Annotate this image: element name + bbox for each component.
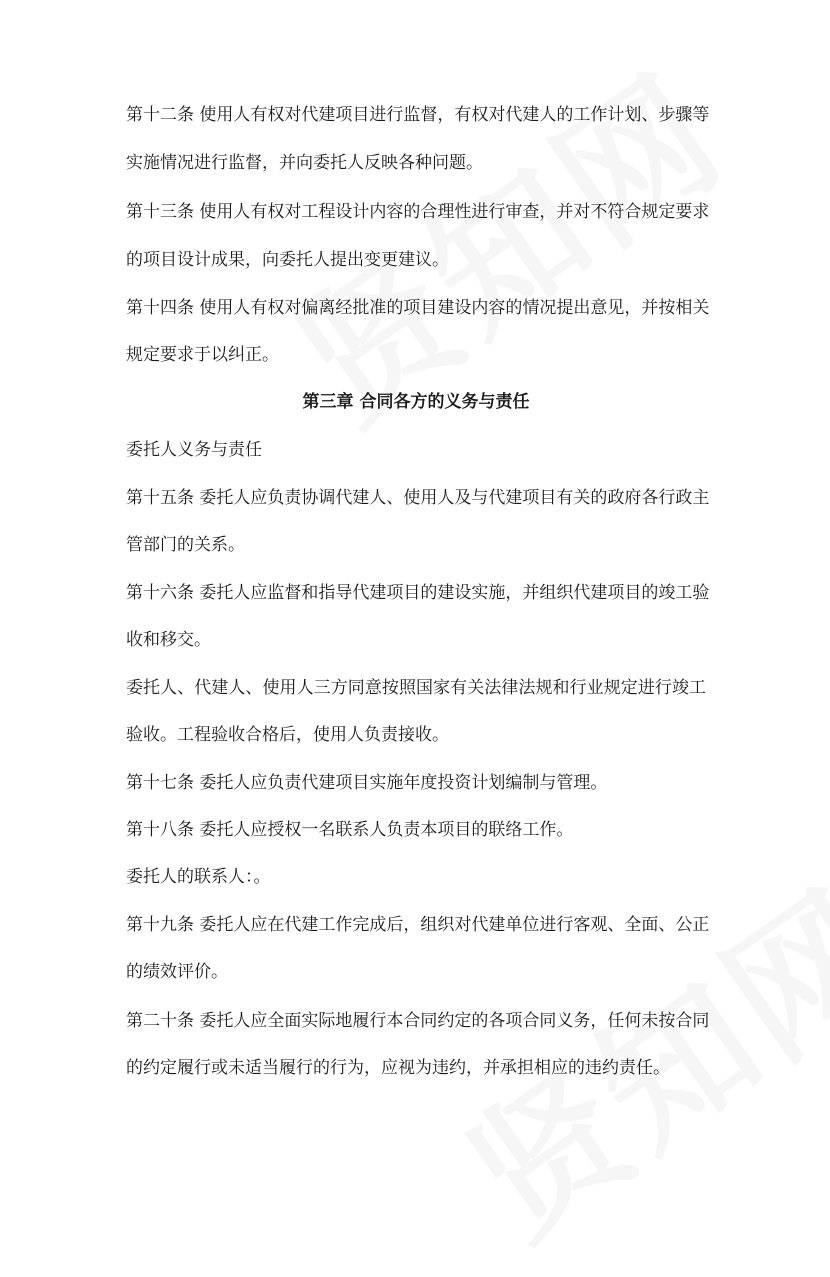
acceptance-paragraph-line-1: 委托人、代建人、使用人三方同意按照国家有关法律法规和行业规定进行竣工 xyxy=(126,678,706,698)
article-20-line-2: 的约定履行或未适当履行的行为，应视为违约，并承担相应的违约责任。 xyxy=(126,1058,670,1078)
article-19-line-1: 第十九条 委托人应在代建工作完成后，组织对代建单位进行客观、全面、公正 xyxy=(126,915,710,935)
client-contact-line: 委托人的联系人：。 xyxy=(126,867,271,887)
chapter-3-heading: 第三章 合同各方的义务与责任 xyxy=(302,392,530,412)
article-13-line-2: 的项目设计成果，向委托人提出变更建议。 xyxy=(126,250,449,270)
watermark-lower xyxy=(420,832,830,1277)
article-14-line-2: 规定要求于以纠正。 xyxy=(126,345,279,365)
article-13-line-1: 第十三条 使用人有权对工程设计内容的合理性进行审查，并对不符合规定要求 xyxy=(126,202,710,222)
article-16-line-2: 收和移交。 xyxy=(126,630,211,650)
article-15-line-2: 管部门的关系。 xyxy=(126,535,245,555)
article-12-line-1: 第十二条 使用人有权对代建项目进行监督，有权对代建人的工作计划、步骤等 xyxy=(126,105,710,125)
section-client-duties-title: 委托人义务与责任 xyxy=(126,440,262,460)
article-19-line-2: 的绩效评价。 xyxy=(126,962,228,982)
article-17: 第十七条 委托人应负责代建项目实施年度投资计划编制与管理。 xyxy=(126,773,608,793)
article-14-line-1: 第十四条 使用人有权对偏离经批准的项目建设内容的情况提出意见，并按相关 xyxy=(126,298,710,318)
article-16-line-1: 第十六条 委托人应监督和指导代建项目的建设实施，并组织代建项目的竣工验 xyxy=(126,583,710,603)
article-20-line-1: 第二十条 委托人应全面实际地履行本合同约定的各项合同义务，任何未按合同 xyxy=(126,1011,710,1031)
article-12-line-2: 实施情况进行监督，并向委托人反映各种问题。 xyxy=(126,153,483,173)
acceptance-paragraph-line-2: 验收。工程验收合格后，使用人负责接收。 xyxy=(126,725,449,745)
article-18: 第十八条 委托人应授权一名联系人负责本项目的联络工作。 xyxy=(126,820,574,840)
article-15-line-1: 第十五条 委托人应负责协调代建人、使用人及与代建项目有关的政府各行政主 xyxy=(126,488,710,508)
